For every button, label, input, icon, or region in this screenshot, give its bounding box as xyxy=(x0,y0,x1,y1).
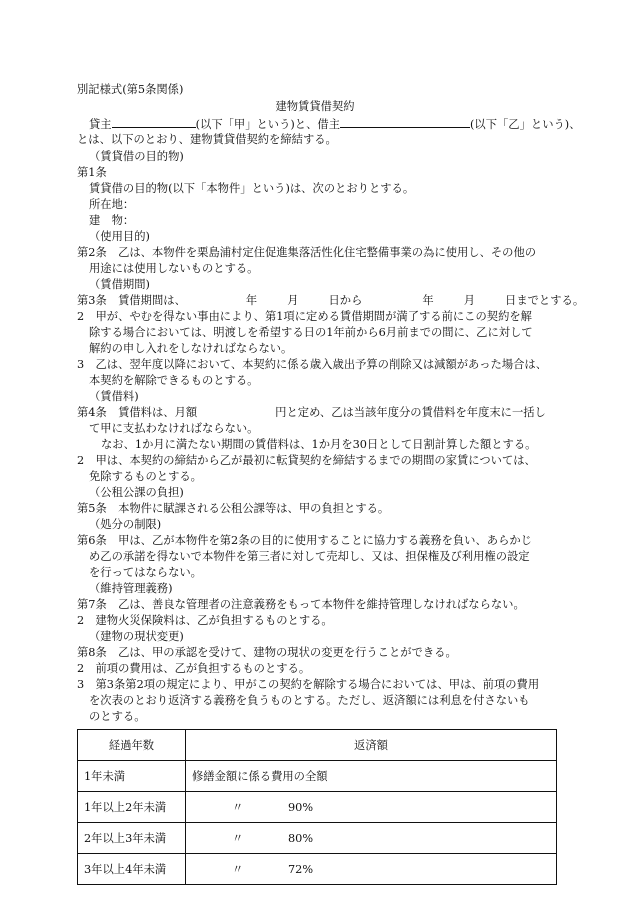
row-amount xyxy=(186,761,557,792)
article-8-line-1: 第8条 乙は、甲の承認を受けて、建物の現状の変更を行うことができる。 xyxy=(77,646,457,659)
article-3-para-3-line-2: 本契約を解除できるものとする。 xyxy=(89,374,259,387)
article-5-line-1: 第5条 本物件に賦課される公租公課等は、甲の負担とする。 xyxy=(77,502,390,515)
row-period: 3年以上4年未満 xyxy=(78,854,186,885)
header-amount: 返済額 xyxy=(186,730,557,761)
article-6-caption: （処分の制限) xyxy=(89,518,162,531)
table-row xyxy=(78,823,557,854)
article-1-text: 賃貸借の目的物(以下「本物件」という)は、次のとおりとする。 xyxy=(89,182,415,195)
article-2-caption: （使用目的) xyxy=(89,230,150,243)
row-rate: 72% xyxy=(288,863,314,876)
ditto-mark: 〃 xyxy=(232,863,244,876)
start-year-label: 年 xyxy=(245,294,258,307)
row-period: 2年以上3年未満 xyxy=(78,823,186,854)
article-1-caption: （賃貸借の目的物) xyxy=(89,150,184,163)
article-4-para-2-line-2: 免除するものとする。 xyxy=(89,470,202,483)
article-7-caption: （維持管理義務) xyxy=(89,582,173,595)
table-row xyxy=(78,761,557,792)
ditto-mark: 〃 xyxy=(232,801,244,814)
start-day-label: 日から xyxy=(328,294,363,307)
article-4-rest: 円と定め、乙は当該年度分の賃借料を年度末に一括し xyxy=(275,406,546,419)
row-amount xyxy=(186,823,557,854)
lessor-alias: (以下「甲」という)と、借主 xyxy=(195,118,340,131)
parties-line xyxy=(89,116,581,133)
article-8-line-4: を次表のとおり返済する義務を負うものとする。ただし、返済額には利息を付さないも xyxy=(89,694,530,707)
end-month-label: 月 xyxy=(463,294,476,307)
article-7-line-2: 2 建物火災保険料は、乙が負担するものとする。 xyxy=(77,614,333,627)
article-3-para-2-line-2: 除する場合においては、明渡しを希望する日の1年前から6月前までの間に、乙に対して xyxy=(89,326,533,339)
row-period: 1年未満 xyxy=(78,761,186,792)
article-5-caption: （公租公課の負担) xyxy=(89,486,184,499)
article-6-line-1: 第6条 甲は、乙が本物件を第2条の目的に使用することに協力する義務を負い、あらかじ xyxy=(77,534,532,547)
article-4-line-2: て甲に支払わなければならない。 xyxy=(89,422,259,435)
ditto-mark: 〃 xyxy=(232,832,244,845)
building-label: 建 物： xyxy=(89,214,135,227)
article-3-caption: （賃借期間) xyxy=(89,278,150,291)
table-row xyxy=(78,854,557,885)
article-8-line-2: 2 前項の費用は、乙が負担するものとする。 xyxy=(77,662,311,675)
row-amount-text: 修繕金額に係る費用の全額 xyxy=(192,770,328,783)
article-4-para-2-line-1: 2 甲は、本契約の締結から乙が最初に転貸契約を締結するまでの期間の家賃については、 xyxy=(77,454,536,467)
article-3-para-2-line-3: 解約の申し入れをしなければならない。 xyxy=(89,342,293,355)
refund-table xyxy=(77,729,557,885)
lessee-blank xyxy=(340,116,470,128)
location-label: 所在地： xyxy=(89,198,135,211)
article-6-line-2: め乙の承諾を得ないで本物件を第三者に対して売却し、又は、担保権及び利用権の設定 xyxy=(89,550,530,563)
row-period: 1年以上2年未満 xyxy=(78,792,186,823)
article-2-line-2: 用途には使用しないものとする。 xyxy=(89,262,259,275)
end-day-label: 日までとする。 xyxy=(505,294,585,307)
article-8-line-3: 3 第3条第2項の規定により、甲がこの契約を解除する場合においては、甲は、前項の費用 xyxy=(77,678,540,691)
table-header-row xyxy=(78,730,557,761)
article-4-line-3: なお、1か月に満たない期間の賃借料は、1か月を30日として日割計算した額とする。 xyxy=(101,438,537,451)
lessor-label: 貸主 xyxy=(89,118,112,131)
article-4-caption: （賃借料) xyxy=(89,390,139,403)
header-period: 経過年数 xyxy=(78,730,186,761)
row-rate: 80% xyxy=(288,832,314,845)
document-title: 建物賃貸借契約 xyxy=(275,100,355,113)
article-3-prefix: 第3条 賃借期間は、 xyxy=(77,294,186,307)
article-3-para-3-line-1: 3 乙は、翌年度以降において、本契約に係る歳入歳出予算の削除又は減額があった場合は、 xyxy=(77,358,548,371)
article-2-line-1: 第2条 乙は、本物件を栗島浦村定住促進集落活性化住宅整備事業の為に使用し、その他の xyxy=(77,246,537,259)
article-3-period-line xyxy=(77,293,584,309)
table-row xyxy=(78,792,557,823)
article-4-prefix: 第4条 賃借料は、月額 xyxy=(77,406,198,419)
end-year-label: 年 xyxy=(422,294,434,307)
lessor-blank xyxy=(112,116,196,128)
row-amount xyxy=(186,854,557,885)
row-amount xyxy=(186,792,557,823)
article-6-line-3: を行ってはならない。 xyxy=(89,566,202,579)
article-4-line-1 xyxy=(77,405,546,421)
form-reference: 別記様式(第5条関係) xyxy=(77,83,184,96)
row-rate: 90% xyxy=(288,801,314,814)
article-3-para-2-line-1: 2 甲が、やむを得ない事由により、第1項に定める賃借期間が満了する前にこの契約を解 xyxy=(77,310,532,323)
article-7-line-1: 第7条 乙は、善良な管理者の注意義務をもって本物件を維持管理しなければならない。 xyxy=(77,598,525,611)
lessee-alias: (以下「乙」という)、 xyxy=(470,118,581,131)
parties-conclusion: とは、以下のとおり、建物賃貸借契約を締結する。 xyxy=(77,133,337,146)
article-8-caption: （建物の現状変更) xyxy=(89,630,184,643)
article-1-heading: 第1条 xyxy=(77,166,107,179)
article-8-line-5: のとする。 xyxy=(89,710,146,723)
start-month-label: 月 xyxy=(287,294,299,307)
